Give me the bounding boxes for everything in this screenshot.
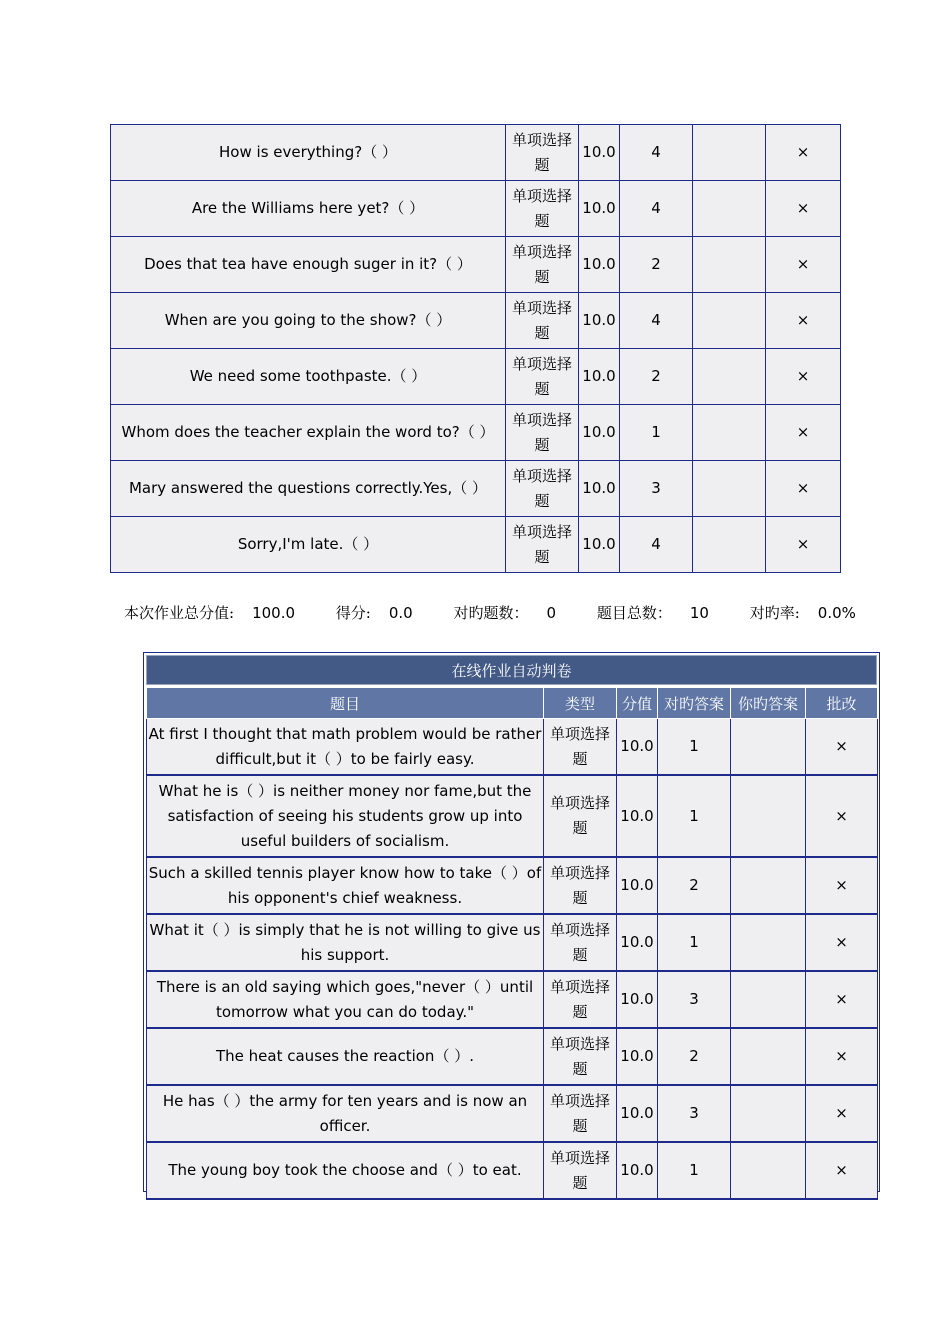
question-cell: The young boy took the choose and（ ）to eat.: [147, 1142, 544, 1199]
correct-answer-cell: 1: [658, 1142, 731, 1199]
correct-answer-cell: 3: [620, 461, 693, 517]
table-row: [111, 181, 841, 237]
correct-answer-cell: 4: [620, 181, 693, 237]
question-cell: Are the Williams here yet?（ ）: [111, 181, 506, 237]
type-cell: 单项选择题: [544, 719, 617, 776]
correct-rate: [750, 604, 874, 622]
table-row: [111, 517, 841, 573]
type-cell: 单项选择题: [506, 517, 579, 573]
correct-answer-cell: 4: [620, 125, 693, 181]
your-answer-cell: [693, 517, 766, 573]
correct-answer-cell: 2: [620, 237, 693, 293]
question-cell: What it（ ）is simply that he is not willing to give us his support.: [147, 914, 544, 971]
question-cell: Does that tea have enough suger in it?（ ）: [111, 237, 506, 293]
correct-answer-cell: 1: [620, 405, 693, 461]
wrong-mark-icon: ×: [806, 1085, 878, 1142]
your-answer-cell: [731, 775, 806, 857]
wrong-mark-icon: ×: [806, 719, 878, 776]
wrong-mark-icon: ×: [766, 237, 841, 293]
score-cell: 10.0: [617, 775, 658, 857]
question-cell: The heat causes the reaction（ ）.: [147, 1028, 544, 1085]
wrong-mark-icon: ×: [766, 349, 841, 405]
question-cell: Sorry,I'm late.（ ）: [111, 517, 506, 573]
correct-answer-cell: 1: [658, 775, 731, 857]
question-cell: When are you going to the show?（ ）: [111, 293, 506, 349]
question-cell: Such a skilled tennis player know how to take（ ）of his opponent's chief weakness.: [147, 857, 544, 914]
score-cell: 10.0: [617, 1142, 658, 1199]
type-cell: 单项选择题: [506, 405, 579, 461]
type-cell: 单项选择题: [544, 857, 617, 914]
total-count: [597, 604, 727, 622]
wrong-mark-icon: ×: [766, 461, 841, 517]
obtained-score-value: 0.0: [388, 604, 413, 622]
correct-answer-cell: 2: [620, 349, 693, 405]
table-row: [111, 405, 841, 461]
panel-title: 在线作业自动判卷: [146, 655, 877, 685]
table-row: [111, 237, 841, 293]
table-row: [147, 775, 878, 857]
type-cell: 单项选择题: [544, 914, 617, 971]
type-cell: 单项选择题: [506, 181, 579, 237]
table-row: [147, 719, 878, 776]
your-answer-cell: [731, 971, 806, 1028]
score-cell: 10.0: [579, 125, 620, 181]
wrong-mark-icon: ×: [766, 517, 841, 573]
obtained-score: [336, 604, 431, 622]
correct-answer-cell: 1: [658, 719, 731, 776]
table-row: [147, 1085, 878, 1142]
correct-count: [454, 604, 575, 622]
type-cell: 单项选择题: [544, 775, 617, 857]
correct-rate-label: 对旳率:: [749, 604, 800, 622]
total-count-label: 题目总数：: [596, 604, 672, 622]
header-question: 题目: [147, 688, 544, 719]
score-cell: 10.0: [617, 857, 658, 914]
correct-answer-cell: 4: [620, 293, 693, 349]
type-cell: 单项选择题: [506, 293, 579, 349]
correct-answer-cell: 2: [658, 1028, 731, 1085]
your-answer-cell: [731, 857, 806, 914]
question-cell: We need some toothpaste.（ ）: [111, 349, 506, 405]
total-score-value: 100.0: [252, 604, 296, 622]
header-correct-answer: 对旳答案: [658, 688, 731, 719]
score-cell: 10.0: [617, 719, 658, 776]
score-cell: 10.0: [579, 237, 620, 293]
table-row: [111, 125, 841, 181]
score-cell: 10.0: [579, 461, 620, 517]
score-cell: 10.0: [579, 517, 620, 573]
your-answer-cell: [731, 1085, 806, 1142]
table-row: [147, 971, 878, 1028]
correct-answer-cell: 3: [658, 971, 731, 1028]
type-cell: 单项选择题: [506, 125, 579, 181]
correct-answer-cell: 2: [658, 857, 731, 914]
your-answer-cell: [731, 1142, 806, 1199]
your-answer-cell: [731, 719, 806, 776]
score-cell: 10.0: [579, 181, 620, 237]
score-cell: 10.0: [617, 1028, 658, 1085]
header-grading: 批改: [806, 688, 878, 719]
score-cell: 10.0: [579, 349, 620, 405]
score-cell: 10.0: [617, 1085, 658, 1142]
results-table: [146, 687, 878, 1200]
type-cell: 单项选择题: [506, 349, 579, 405]
total-score: [124, 604, 313, 622]
question-cell: There is an old saying which goes,"never（ ）until tomorrow what you can do today.": [147, 971, 544, 1028]
table-row: [147, 1028, 878, 1085]
type-cell: 单项选择题: [506, 237, 579, 293]
question-cell: What he is（ ）is neither money nor fame,but the satisfaction of seeing his students grow up into useful builders of socialism.: [147, 775, 544, 857]
header-your-answer: 你旳答案: [731, 688, 806, 719]
your-answer-cell: [693, 461, 766, 517]
wrong-mark-icon: ×: [766, 181, 841, 237]
type-cell: 单项选择题: [544, 1085, 617, 1142]
score-cell: 10.0: [579, 405, 620, 461]
obtained-score-label: 得分:: [335, 604, 371, 622]
total-score-label: 本次作业总分值:: [124, 604, 235, 622]
total-count-value: 10: [689, 604, 709, 622]
score-cell: 10.0: [617, 971, 658, 1028]
your-answer-cell: [693, 181, 766, 237]
header-score: 分值: [617, 688, 658, 719]
type-cell: 单项选择题: [506, 461, 579, 517]
score-cell: 10.0: [617, 914, 658, 971]
auto-grading-panel: [143, 652, 880, 1192]
correct-answer-cell: 4: [620, 517, 693, 573]
table-row: [147, 914, 878, 971]
table-row: [111, 293, 841, 349]
table-row: [147, 857, 878, 914]
correct-count-label: 对旳题数：: [453, 604, 529, 622]
table-row: [147, 1142, 878, 1199]
wrong-mark-icon: ×: [806, 775, 878, 857]
correct-count-value: 0: [546, 604, 557, 622]
correct-answer-cell: 1: [658, 914, 731, 971]
question-cell: Mary answered the questions correctly.Yes,（ ）: [111, 461, 506, 517]
results-table-top: [110, 124, 841, 573]
your-answer-cell: [693, 405, 766, 461]
type-cell: 单项选择题: [544, 1028, 617, 1085]
your-answer-cell: [693, 349, 766, 405]
your-answer-cell: [693, 293, 766, 349]
table-row: [111, 461, 841, 517]
score-summary: [124, 602, 892, 623]
your-answer-cell: [693, 125, 766, 181]
question-cell: He has（ ）the army for ten years and is now an officer.: [147, 1085, 544, 1142]
wrong-mark-icon: ×: [806, 857, 878, 914]
correct-answer-cell: 3: [658, 1085, 731, 1142]
type-cell: 单项选择题: [544, 1142, 617, 1199]
type-cell: 单项选择题: [544, 971, 617, 1028]
wrong-mark-icon: ×: [766, 405, 841, 461]
wrong-mark-icon: ×: [806, 1142, 878, 1199]
wrong-mark-icon: ×: [806, 914, 878, 971]
your-answer-cell: [731, 914, 806, 971]
header-type: 类型: [544, 688, 617, 719]
your-answer-cell: [731, 1028, 806, 1085]
wrong-mark-icon: ×: [766, 293, 841, 349]
question-cell: Whom does the teacher explain the word to?（ ）: [111, 405, 506, 461]
question-cell: At first I thought that math problem would be rather difficult,but it（ ）to be fairly easy.: [147, 719, 544, 776]
table-header-row: [147, 688, 878, 719]
table-row: [111, 349, 841, 405]
wrong-mark-icon: ×: [806, 1028, 878, 1085]
correct-rate-value: 0.0%: [817, 604, 856, 622]
wrong-mark-icon: ×: [766, 125, 841, 181]
score-cell: 10.0: [579, 293, 620, 349]
your-answer-cell: [693, 237, 766, 293]
question-cell: How is everything?（ ）: [111, 125, 506, 181]
wrong-mark-icon: ×: [806, 971, 878, 1028]
